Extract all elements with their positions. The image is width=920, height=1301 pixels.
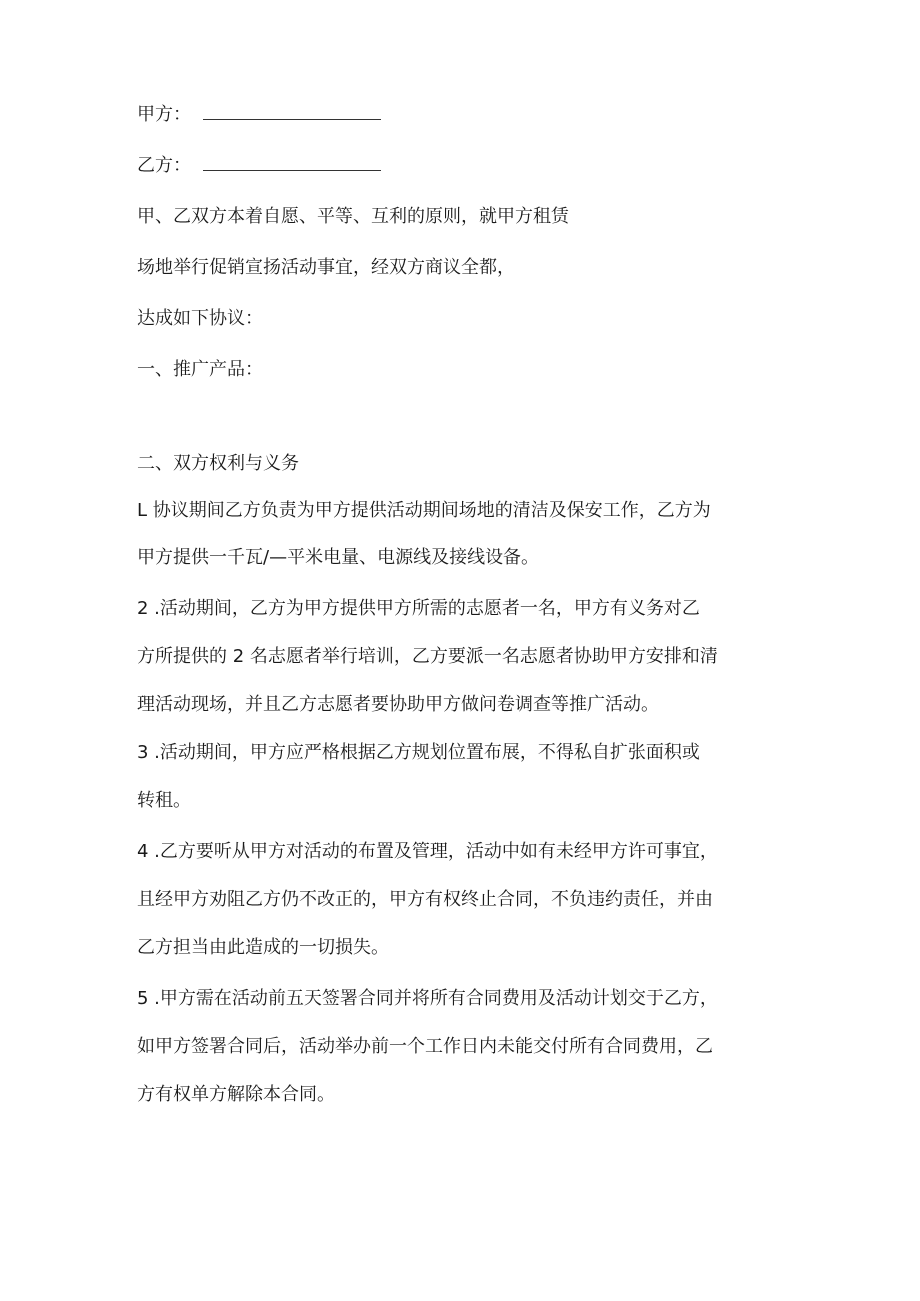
clause-3-line-1: 3 .活动期间，甲方应严格根据乙方规划位置布展，不得私自扩张面积或 (137, 742, 700, 763)
clause-2-line-2: 方所提供的 2 名志愿者举行培训，乙方要派一名志愿者协助甲方安排和清 (137, 646, 718, 667)
clause-3-line-2: 转租。 (137, 790, 191, 811)
clause-1-line-2: 甲方提供一千瓦/—平米电量、电源线及接线设备。 (137, 547, 540, 568)
party-b-blank (203, 154, 381, 171)
section-2-title: 二、双方权利与义务 (137, 453, 299, 474)
party-a-label: 甲方： (137, 104, 191, 125)
clause-4-line-1: 4 .乙方要听从甲方对活动的布置及管理，活动中如有未经甲方许可事宜， (137, 841, 718, 862)
party-a-blank (203, 103, 381, 120)
intro-line-3: 达成如下协议： (137, 308, 263, 329)
party-b-label: 乙方： (137, 155, 191, 176)
party-b-row (137, 154, 381, 178)
intro-line-2: 场地举行促销宣扬活动事宜，经双方商议全都， (137, 257, 515, 278)
clause-2-line-3: 理活动现场，并且乙方志愿者要协助甲方做问卷调查等推广活动。 (137, 694, 659, 715)
clause-5-line-2: 如甲方签署合同后，活动举办前一个工作日内未能交付所有合同费用，乙 (137, 1036, 713, 1057)
section-1-title: 一、推广产品： (137, 359, 263, 380)
intro-line-1: 甲、乙双方本着自愿、平等、互利的原则，就甲方租赁 (137, 206, 569, 227)
party-a-row (137, 103, 381, 127)
clause-4-line-3: 乙方担当由此造成的一切损失。 (137, 937, 389, 958)
clause-5-line-1: 5 .甲方需在活动前五天签署合同并将所有合同费用及活动计划交于乙方， (137, 988, 718, 1009)
clause-2-line-1: 2 .活动期间，乙方为甲方提供甲方所需的志愿者一名，甲方有义务对乙 (137, 598, 700, 619)
clause-1-line-1: L 协议期间乙方负责为甲方提供活动期间场地的清洁及保安工作，乙方为 (137, 500, 711, 521)
clause-4-line-2: 且经甲方劝阻乙方仍不改正的，甲方有权终止合同，不负违约责任，并由 (137, 889, 713, 910)
clause-5-line-3: 方有权单方解除本合同。 (137, 1084, 335, 1105)
